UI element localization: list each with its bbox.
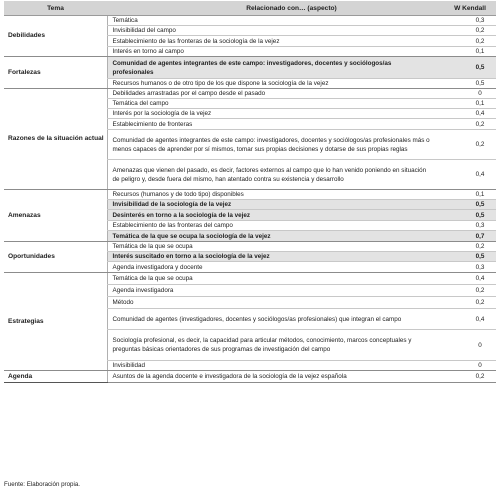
kendall-value-cell: 0 xyxy=(436,89,496,99)
kendall-value-cell: 0 xyxy=(436,361,496,371)
header-tema: Tema xyxy=(4,1,107,16)
kendall-value-cell: 0,3 xyxy=(436,16,496,26)
group-tema: Amenazas xyxy=(4,190,107,242)
aspect-cell: Interés en torno al campo xyxy=(107,47,436,57)
aspect-cell: Amenazas que vienen del pasado, es decir, factores externos al campo que lo han venido poniendo en situación de peligro y, desde fuera del mismo, han atentado contra su existencia y desarrollo xyxy=(107,160,436,190)
kendall-value-cell: 0,5 xyxy=(436,252,496,262)
aspect-cell: Temática de la que se ocupa xyxy=(107,242,436,252)
group-tema: Oportunidades xyxy=(4,242,107,273)
kendall-value-cell: 0,2 xyxy=(436,371,496,383)
table-row xyxy=(4,190,496,200)
aspect-cell: Interés por la sociología de la vejez xyxy=(107,109,436,119)
table-body xyxy=(4,16,496,383)
kendall-value-cell: 0,4 xyxy=(436,109,496,119)
aspect-cell: Invisibilidad de la sociología de la vejez xyxy=(107,200,436,210)
aspect-cell: Comunidad de agentes integrantes de este campo: investigadores, docentes y sociólogos/as profesionales xyxy=(107,57,436,79)
kendall-value-cell: 0,3 xyxy=(436,221,496,231)
aspect-cell: Temática de la que se ocupa xyxy=(107,273,436,285)
aspect-cell: Temática de la que se ocupa la sociología de la vejez xyxy=(107,231,436,242)
group-tema: Estrategias xyxy=(4,273,107,371)
aspect-cell: Establecimiento de fronteras xyxy=(107,119,436,130)
group-tema: Debilidades xyxy=(4,16,107,57)
header-row xyxy=(4,1,496,16)
aspect-cell: Debilidades arrastradas por el campo desde el pasado xyxy=(107,89,436,99)
source-note: Fuente: Elaboración propia. xyxy=(4,481,81,488)
aspect-cell: Asuntos de la agenda docente e investigadora de la sociología de la vejez española xyxy=(107,371,436,383)
aspect-cell: Agenda investigadora y docente xyxy=(107,262,436,273)
kendall-table-container xyxy=(4,1,496,383)
aspect-cell: Interés suscitado en torno a la sociología de la vejez xyxy=(107,252,436,262)
table-row xyxy=(4,273,496,285)
kendall-value-cell: 0,7 xyxy=(436,231,496,242)
aspect-cell: Recursos humanos o de otro tipo de los que dispone la sociología de la vejez xyxy=(107,79,436,89)
aspect-cell: Método xyxy=(107,297,436,309)
table-row xyxy=(4,89,496,99)
kendall-value-cell: 0,5 xyxy=(436,79,496,89)
aspect-cell: Temática xyxy=(107,16,436,26)
aspect-cell: Invisibilidad del campo xyxy=(107,26,436,36)
kendall-table xyxy=(4,1,496,383)
group-tema: Fortalezas xyxy=(4,57,107,89)
kendall-value-cell: 0,2 xyxy=(436,285,496,297)
kendall-value-cell: 0,4 xyxy=(436,160,496,190)
aspect-cell: Temática del campo xyxy=(107,99,436,109)
kendall-value-cell: 0,2 xyxy=(436,242,496,252)
kendall-value-cell: 0,5 xyxy=(436,200,496,210)
kendall-value-cell: 0,5 xyxy=(436,210,496,221)
kendall-value-cell: 0,2 xyxy=(436,26,496,36)
kendall-value-cell: 0,2 xyxy=(436,36,496,47)
table-row xyxy=(4,57,496,79)
aspect-cell: Agenda investigadora xyxy=(107,285,436,297)
table-row xyxy=(4,371,496,383)
header-aspecto: Relacionado con… (aspecto) xyxy=(107,1,436,16)
kendall-value-cell: 0,4 xyxy=(436,309,496,330)
kendall-value-cell: 0,2 xyxy=(436,297,496,309)
kendall-value-cell: 0 xyxy=(436,330,496,361)
aspect-cell: Invisibilidad xyxy=(107,361,436,371)
aspect-cell: Comunidad de agentes integrantes de este campo: investigadores, docentes y sociólogos/as profesionales más o menos capaces de aprender por sí mismos, tomar sus propias decisiones y dotarse de sus propias reglas xyxy=(107,130,436,160)
aspect-cell: Establecimiento de las fronteras del campo xyxy=(107,221,436,231)
group-tema: Agenda xyxy=(4,371,107,383)
kendall-value-cell: 0,2 xyxy=(436,130,496,160)
aspect-cell: Desinterés en torno a la sociología de la vejez xyxy=(107,210,436,221)
table-row xyxy=(4,242,496,252)
kendall-value-cell: 0,1 xyxy=(436,47,496,57)
aspect-cell: Establecimiento de las fronteras de la sociología de la vejez xyxy=(107,36,436,47)
table-row xyxy=(4,16,496,26)
kendall-value-cell: 0,3 xyxy=(436,262,496,273)
kendall-value-cell: 0,2 xyxy=(436,119,496,130)
group-tema: Razones de la situación actual xyxy=(4,89,107,190)
kendall-value-cell: 0,4 xyxy=(436,273,496,285)
aspect-cell: Comunidad de agentes (investigadores, docentes y sociólogos/as profesionales) que integran el campo xyxy=(107,309,436,330)
aspect-cell: Sociología profesional, es decir, la capacidad para articular métodos, conocimiento, marcos conceptuales y preguntas básicas orientadores de sus programas de investigación del campo xyxy=(107,330,436,361)
kendall-value-cell: 0,1 xyxy=(436,190,496,200)
header-kendall: W Kendall xyxy=(436,1,496,16)
kendall-value-cell: 0,5 xyxy=(436,57,496,79)
aspect-cell: Recursos (humanos y de todo tipo) disponibles xyxy=(107,190,436,200)
kendall-value-cell: 0,1 xyxy=(436,99,496,109)
